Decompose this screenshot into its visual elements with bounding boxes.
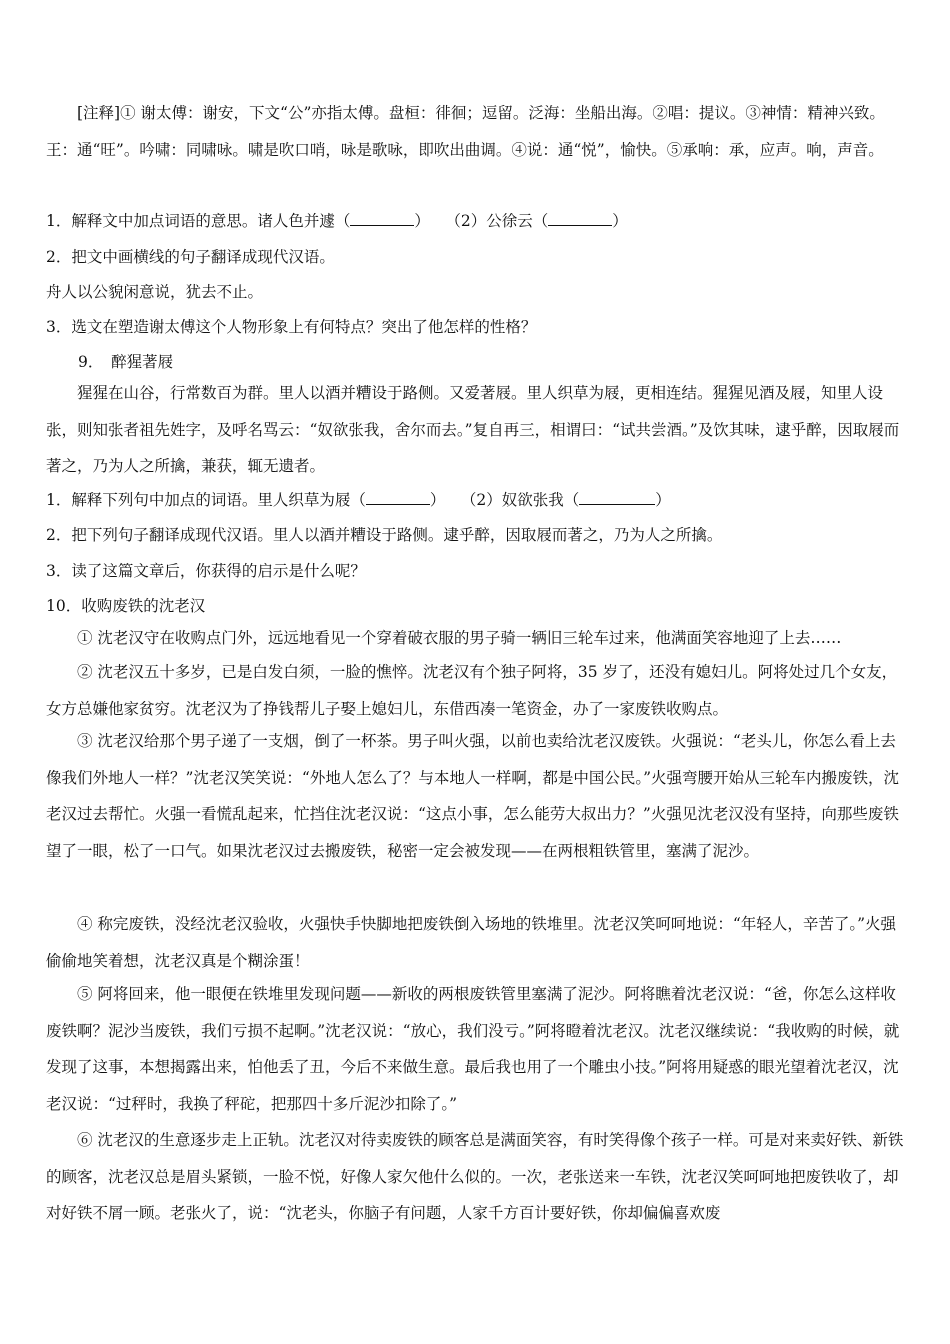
answer-blank[interactable] (579, 490, 655, 505)
answer-blank[interactable] (366, 490, 430, 505)
q8-q1-mid: ） （2）公徐云（ (414, 212, 549, 230)
answer-blank[interactable] (350, 211, 414, 226)
section-9-text: 猩猩在山谷，行常数百为群。里人以酒并糟设于路侧。又爱著屐。里人织草为屐，更相连结。猩猩见酒及屐，知里人设张，则知张者祖先姓字，及呼名骂云：“奴欲张我，舍尔而去。”复自再三，相谓曰：“试共尝酒。”及饮其味，逮乎醉，因取屐而著之，乃为人之所擒，兼获，辄无遗者。 (46, 384, 900, 475)
s9-q1-mid: ） （2）奴欲张我（ (429, 491, 580, 509)
section-9-title: 9． 醉猩著屐 (78, 353, 174, 371)
s9-question-1 (46, 490, 671, 510)
q8-question-2: 2．把文中画横线的句子翻译成现代汉语。 (46, 248, 335, 266)
annotation-note: [注释]① 谢太傅：谢安，下文“公”亦指太傅。盘桓：徘徊；逗留。泛海：坐船出海。②唱：提议。③神情：精神兴致。王：通“旺”。吟啸：同啸咏。啸是吹口哨，咏是歌咏，即吹出曲调。④说：通“悦”，愉快。⑤承响：承，应声。响，声音。 (46, 104, 885, 159)
s10-paragraph-2: ② 沈老汉五十多岁，已是白发白须，一脸的憔悴。沈老汉有个独子阿将，35 岁了，还没有媳妇儿。阿将处过几个女友，女方总嫌他家贫穷。沈老汉为了挣钱帮儿子娶上媳妇儿，东借西凑一笔资金，办了一家废铁收购点。 (46, 663, 898, 718)
q8-question-1 (46, 211, 628, 231)
q8-question-3: 3．选文在塑造谢太傅这个人物形象上有何特点？突出了他怎样的性格？ (46, 318, 537, 336)
s9-question-3: 3．读了这篇文章后，你获得的启示是什么呢？ (46, 562, 366, 580)
s9-q1-suffix: ） (655, 491, 671, 509)
q8-q1-prefix: 1．解释文中加点词语的意思。诸人色并遽（ (46, 212, 351, 230)
answer-blank[interactable] (548, 211, 612, 226)
s10-paragraph-5: ⑤ 阿将回来，他一眼便在铁堆里发现问题——新收的两根废铁管里塞满了泥沙。阿将瞧着沈老汉说：“爸，你怎么这样收废铁啊？泥沙当废铁，我们亏损不起啊。”沈老汉说：“放心，我们没亏。”阿将瞪着沈老汉。沈老汉继续说：“我收购的时候，就发现了这事，本想揭露出来，怕他丢了丑，今后不来做生意。最后我也用了一个雕虫小技。”阿将用疑惑的眼光望着沈老汉，沈老汉说：“过秤时，我换了秤砣，把那四十多斤泥沙扣除了。” (46, 985, 900, 1113)
s9-question-2: 2．把下列句子翻译成现代汉语。里人以酒并糟设于路侧。逮乎醉，因取屐而著之，乃为人之所擒。 (46, 526, 723, 544)
s10-paragraph-6: ⑥ 沈老汉的生意逐步走上正轨。沈老汉对待卖废铁的顾客总是满面笑容，有时笑得像个孩子一样。可是对来卖好铁、新铁的顾客，沈老汉总是眉头紧锁，一脸不悦，好像人家欠他什么似的。一次，老张送来一车铁，沈老汉笑呵呵地把废铁收了，却对好铁不屑一顾。老张火了，说：“沈老头，你脑子有问题，人家千方百计要好铁，你却偏偏喜欢废 (46, 1131, 904, 1222)
section-10-title: 10．收购废铁的沈老汉 (46, 597, 206, 615)
q8-q1-suffix: ） (612, 212, 628, 230)
q8-sentence: 舟人以公貌闲意说，犹去不止。 (46, 283, 264, 301)
s10-paragraph-4: ④ 称完废铁，没经沈老汉验收，火强快手快脚地把废铁倒入场地的铁堆里。沈老汉笑呵呵地说：“年轻人，辛苦了。”火强偷偷地笑着想，沈老汉真是个糊涂蛋！ (46, 915, 897, 970)
s10-paragraph-1: ① 沈老汉守在收购点门外，远远地看见一个穿着破衣服的男子骑一辆旧三轮车过来，他满面笑容地迎了上去…… (77, 629, 842, 647)
s9-q1-prefix: 1．解释下列句中加点的词语。里人织草为屐（ (46, 491, 366, 509)
s10-paragraph-3: ③ 沈老汉给那个男子递了一支烟，倒了一杯茶。男子叫火强，以前也卖给沈老汉废铁。火强说：“老头儿，你怎么看上去像我们外地人一样？”沈老汉笑笑说：“外地人怎么了？与本地人一样啊，都是中国公民。”火强弯腰开始从三轮车内搬废铁，沈老汉过去帮忙。火强一看慌乱起来，忙挡住沈老汉说：“这点小事，怎么能劳大叔出力？”火强见沈老汉没有坚持，向那些废铁望了一眼，松了一口气。如果沈老汉过去搬废铁，秘密一定会被发现——在两根粗铁管里，塞满了泥沙。 (46, 732, 900, 860)
